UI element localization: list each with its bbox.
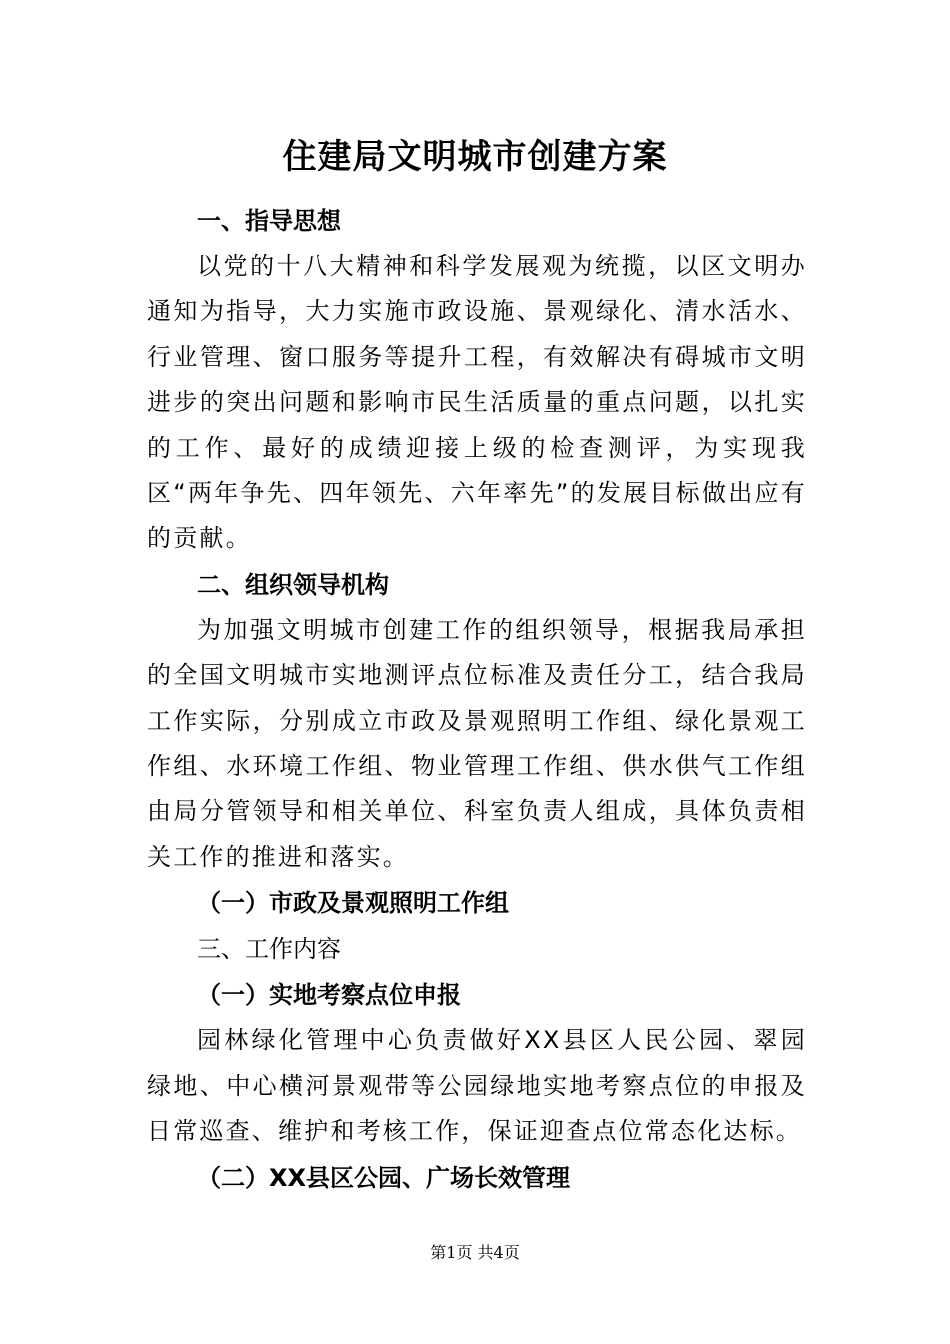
section-heading: 二、组织领导机构 xyxy=(197,570,389,599)
subsection-heading: （一）市政及景观照明工作组 xyxy=(197,889,509,918)
document-title: 住建局文明城市创建方案 xyxy=(282,137,668,177)
subsection-heading: （一）实地考察点位申报 xyxy=(197,981,461,1010)
body-paragraph: 以党的十八大精神和科学发展观为统揽，以区文明办通知为指导，大力实施市政设施、景观绿化、清水活水、行业管理、窗口服务等提升工程，有效解决有碍城市文明进步的突出问题和影响市民生活质量的重点问题，以扎实的工作、最好的成绩迎接上级的检查测评，为实现我区“两年争先、四年领先、六年率先”的发展目标做出应有的贡献。 xyxy=(147,252,807,553)
section-heading: 三、工作内容 xyxy=(197,935,341,964)
subsection-heading: （二）XX县区公园、广场长效管理 xyxy=(197,1163,571,1192)
section-heading: 一、指导思想 xyxy=(197,207,341,235)
body-paragraph: 园林绿化管理中心负责做好XX县区人民公园、翠园绿地、中心横河景观带等公园绿地实地考察点位的申报及日常巡查、维护和考核工作，保证迎查点位常态化达标。 xyxy=(147,1026,807,1146)
document-body xyxy=(147,198,807,1201)
page-number-footer: 第1页 共4页 xyxy=(430,1243,520,1262)
body-paragraph: 为加强文明城市创建工作的组织领导，根据我局承担的全国文明城市实地测评点位标准及责任分工，结合我局工作实际，分别成立市政及景观照明工作组、绿化景观工作组、水环境工作组、物业管理工作组、供水供气工作组由局分管领导和相关单位、科室负责人组成，具体负责相关工作的推进和落实。 xyxy=(147,615,807,871)
